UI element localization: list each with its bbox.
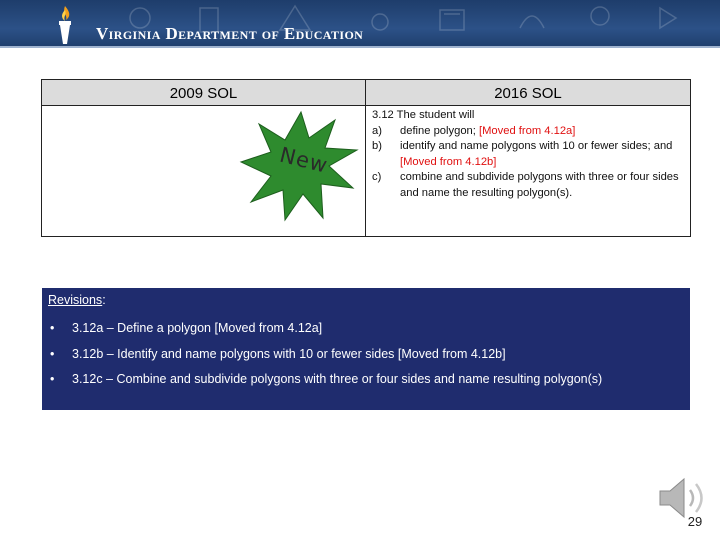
sol-item-note: [Moved from 4.12b] bbox=[400, 155, 497, 168]
revision-text: 3.12c – Combine and subdivide polygons with three or four sides and name resulting polygon(s) bbox=[72, 372, 603, 386]
revision-item bbox=[48, 346, 678, 363]
revisions-box bbox=[42, 288, 690, 410]
sol-item-marker: a) bbox=[372, 124, 382, 137]
header-title: Virginia Department of Education bbox=[96, 24, 364, 43]
sol-item-marker: c) bbox=[372, 171, 382, 183]
revisions-title bbox=[48, 293, 106, 307]
table-header-2009: 2009 SOL bbox=[42, 80, 366, 106]
sol-item-note: [Moved from 4.12a] bbox=[479, 124, 576, 137]
torch-icon bbox=[52, 4, 78, 46]
sol-item-text: combine and subdivide polygons with three or four sides and name the resulting polygon(s). bbox=[400, 171, 679, 199]
revisions-title-text: Revisions bbox=[48, 293, 103, 307]
bullet-icon: • bbox=[50, 346, 55, 361]
sol-item-text: define polygon; bbox=[400, 124, 479, 137]
revision-item bbox=[48, 320, 678, 337]
table-cell-2009 bbox=[42, 106, 366, 236]
bullet-icon: • bbox=[50, 321, 55, 335]
table-cell-2016 bbox=[366, 106, 690, 236]
new-badge-label: New bbox=[277, 142, 331, 178]
revisions-list bbox=[48, 320, 678, 397]
sol-comparison-table bbox=[41, 79, 691, 237]
revision-text: 3.12a – Define a polygon [Moved from 4.12a] bbox=[72, 321, 323, 335]
table-header-2016: 2016 SOL bbox=[366, 80, 690, 106]
sol-item-a bbox=[372, 124, 690, 140]
revisions-title-suffix: : bbox=[102, 293, 106, 307]
bullet-icon: • bbox=[50, 372, 55, 386]
sol-item-b bbox=[372, 139, 690, 170]
header-banner bbox=[0, 0, 720, 48]
sol-intro: 3.12 The student will bbox=[372, 109, 475, 121]
page-number: 29 bbox=[687, 514, 703, 529]
sol-item-text: identify and name polygons with 10 or fewer sides; and bbox=[400, 140, 673, 152]
sol-item-marker: b) bbox=[372, 140, 382, 152]
banner-divider bbox=[0, 46, 720, 48]
sol-3-12-text bbox=[372, 108, 690, 201]
revision-text: 3.12b – Identify and name polygons with 10 or fewer sides [Moved from 4.12b] bbox=[72, 346, 506, 361]
revision-item bbox=[48, 371, 678, 388]
sol-item-c bbox=[372, 170, 690, 201]
